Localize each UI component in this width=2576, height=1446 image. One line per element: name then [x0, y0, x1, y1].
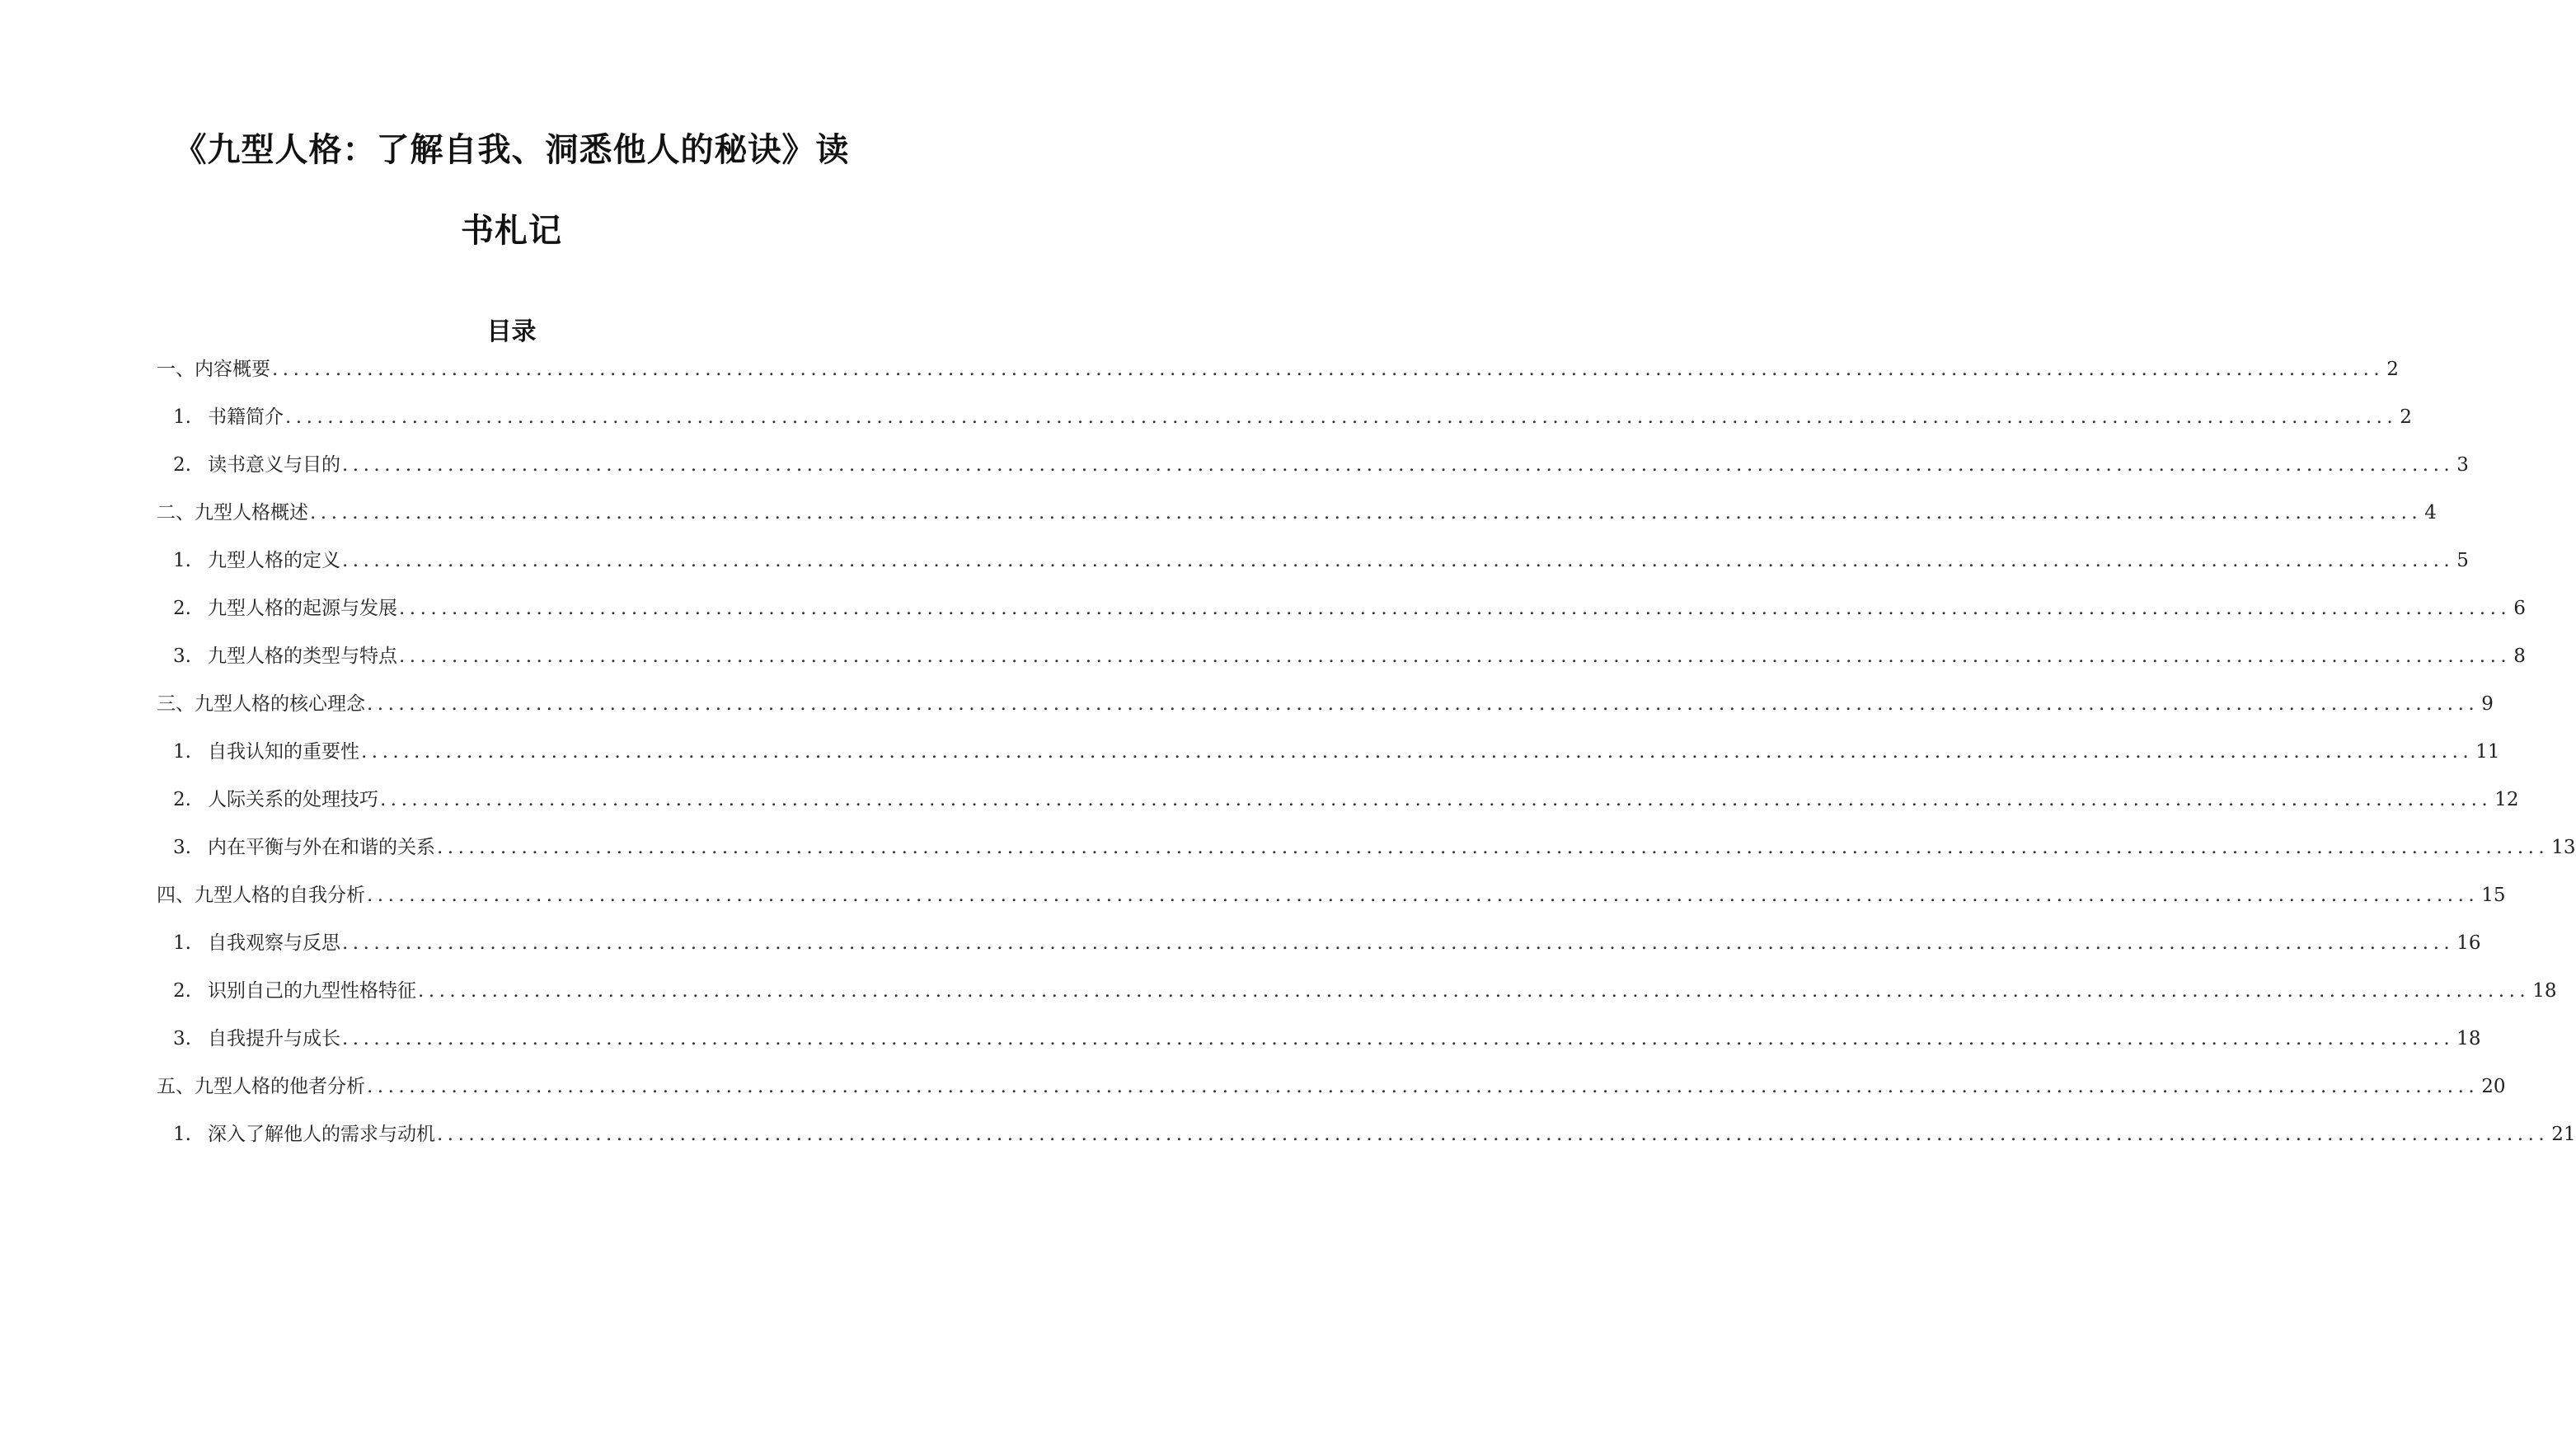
toc-entry-page-number: 18	[2532, 980, 2557, 1002]
toc-entry-number: 3.	[173, 837, 191, 858]
toc-entry[interactable]	[173, 596, 2526, 621]
toc-entry-title: 九型人格的起源与发展	[208, 598, 397, 619]
toc-entry-title: 内在平衡与外在和谐的关系	[208, 837, 435, 858]
toc-entry[interactable]	[173, 1026, 2481, 1051]
toc-dot-leader: ........................................................................................................................................................................................................	[310, 502, 2423, 523]
toc-entry-title: 三、九型人格的核心理念	[157, 693, 365, 715]
toc-entry-page-number: 11	[2475, 741, 2500, 763]
toc-entry[interactable]	[173, 787, 2519, 812]
toc-entry[interactable]	[173, 405, 2412, 430]
toc-entry[interactable]	[173, 739, 2500, 764]
toc-entry-title: 五、九型人格的他者分析	[157, 1076, 365, 1097]
toc-entry-title: 人际关系的处理技巧	[208, 789, 378, 810]
toc-entry[interactable]	[157, 357, 2399, 382]
toc-dot-leader: ........................................................................................................................................................................................................	[367, 885, 2480, 906]
toc-entry[interactable]	[173, 1122, 2576, 1147]
toc-entry-page-number: 15	[2481, 885, 2506, 906]
toc-entry-title: 书籍简介	[208, 406, 284, 428]
toc-entry-page-number: 20	[2481, 1076, 2506, 1097]
toc-entry-page-number: 9	[2481, 693, 2494, 715]
toc-entry[interactable]	[173, 979, 2557, 1003]
toc-entry-title: 深入了解他人的需求与动机	[208, 1124, 435, 1145]
toc-entry-title: 九型人格的定义	[208, 550, 340, 571]
toc-entry-page-number: 5	[2456, 550, 2469, 571]
toc-dot-leader: ........................................................................................................................................................................................................	[437, 837, 2550, 858]
toc-entry-page-number: 8	[2513, 646, 2526, 667]
toc-entry-page-number: 6	[2513, 598, 2526, 619]
toc-entry[interactable]	[173, 453, 2469, 477]
toc-entry-number: 3.	[173, 1028, 191, 1049]
toc-entry-page-number: 4	[2424, 502, 2437, 523]
toc-entry-number: 1.	[173, 550, 191, 571]
toc-entry-page-number: 2	[2400, 406, 2412, 428]
toc-dot-leader: ........................................................................................................................................................................................................	[437, 1124, 2550, 1145]
toc-dot-leader: ........................................................................................................................................................................................................	[399, 646, 2512, 667]
document-title-line2: 书札记	[461, 211, 562, 250]
toc-entry-number: 2.	[173, 789, 191, 810]
toc-dot-leader: ........................................................................................................................................................................................................	[361, 741, 2474, 763]
toc-dot-leader: ........................................................................................................................................................................................................	[418, 980, 2531, 1002]
toc-dot-leader: ........................................................................................................................................................................................................	[342, 932, 2455, 954]
toc-entry[interactable]	[173, 644, 2526, 669]
toc-entry-number: 3.	[173, 646, 191, 667]
toc-heading: 目录	[486, 317, 537, 346]
toc-entry-number: 1.	[173, 1124, 191, 1145]
toc-entry[interactable]	[157, 1074, 2506, 1099]
toc-entry-number: 2.	[173, 980, 191, 1002]
toc-entry-number: 2.	[173, 454, 191, 476]
toc-entry-page-number: 21	[2551, 1124, 2576, 1145]
toc-entry-number: 1.	[173, 406, 191, 428]
toc-entry-number: 1.	[173, 932, 191, 954]
toc-entry-title: 九型人格的类型与特点	[208, 646, 397, 667]
toc-entry[interactable]	[173, 548, 2469, 573]
toc-entry-title: 自我观察与反思	[208, 932, 340, 954]
toc-entry-title: 二、九型人格概述	[157, 502, 308, 523]
toc-entry-page-number: 2	[2386, 359, 2399, 380]
toc-dot-leader: ........................................................................................................................................................................................................	[342, 454, 2455, 476]
toc-entry-title: 自我认知的重要性	[208, 741, 359, 763]
toc-entry-number: 2.	[173, 598, 191, 619]
toc-entry-title: 一、内容概要	[157, 359, 270, 380]
toc-entry-page-number: 3	[2456, 454, 2469, 476]
toc-dot-leader: ........................................................................................................................................................................................................	[342, 550, 2455, 571]
toc-dot-leader: ........................................................................................................................................................................................................	[380, 789, 2493, 810]
toc-dot-leader: ........................................................................................................................................................................................................	[367, 693, 2480, 715]
toc-entry[interactable]	[157, 883, 2506, 908]
toc-dot-leader: ........................................................................................................................................................................................................	[399, 598, 2512, 619]
toc-entry-title: 识别自己的九型性格特征	[208, 980, 416, 1002]
toc-entry-page-number: 13	[2551, 837, 2576, 858]
toc-entry-title: 读书意义与目的	[208, 454, 340, 476]
toc-entry-page-number: 12	[2494, 789, 2519, 810]
toc-entry[interactable]	[157, 692, 2494, 716]
toc-entry[interactable]	[157, 500, 2437, 525]
toc-entry[interactable]	[173, 931, 2481, 955]
toc-entry-number: 1.	[173, 741, 191, 763]
toc-dot-leader: ........................................................................................................................................................................................................	[367, 1076, 2480, 1097]
toc-entry-page-number: 18	[2456, 1028, 2481, 1049]
toc-dot-leader: ........................................................................................................................................................................................................	[342, 1028, 2455, 1049]
toc-entry-title: 四、九型人格的自我分析	[157, 885, 365, 906]
toc-entry[interactable]	[173, 835, 2576, 860]
toc-entry-title: 自我提升与成长	[208, 1028, 340, 1049]
toc-dot-leader: ........................................................................................................................................................................................................	[285, 406, 2398, 428]
toc-dot-leader: ........................................................................................................................................................................................................	[272, 359, 2385, 380]
toc-entry-page-number: 16	[2456, 932, 2481, 954]
document-title-line1: 《九型人格：了解自我、洞悉他人的秘诀》读	[173, 130, 850, 169]
